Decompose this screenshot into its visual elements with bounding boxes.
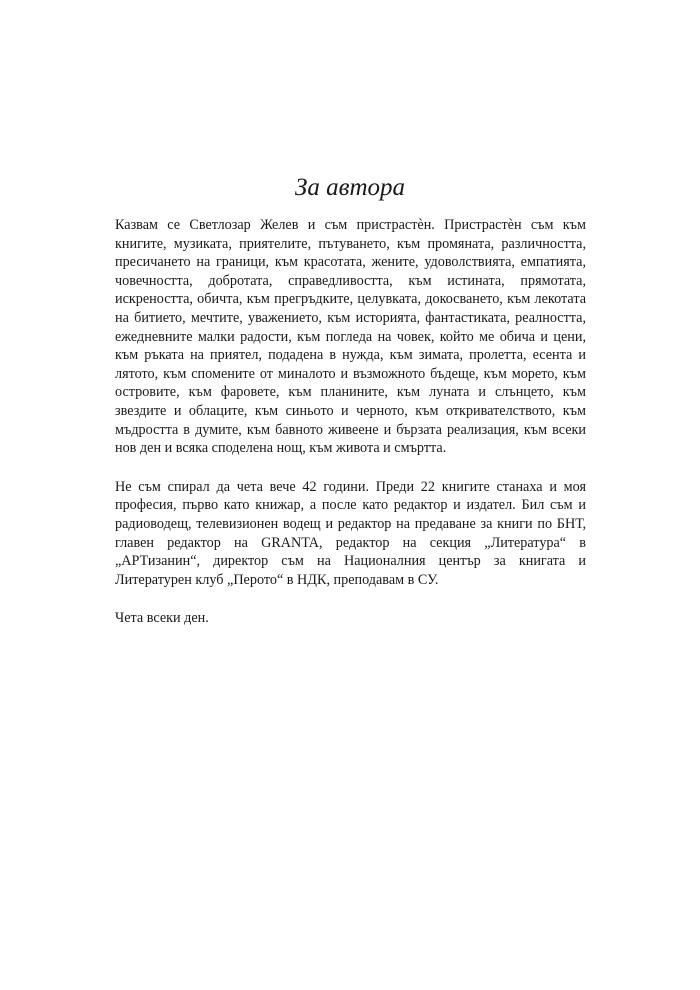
document-body [115,216,586,648]
paragraph-closing: Чета всеки ден. [115,610,209,627]
paragraph-intro: Казвам се Светлозар Желев и съм пристрастѐн. Пристрастѐн съм към книгите, музиката, приятелите, пътуването, към промяната, различността, пресичането на граници, към красотата, жените, удоволствията, емпатията, човечността, добротата, справедливостта, към истината, прямотата, искреността, обичта, към прегръдките, целувката, докосването, към лекотата на битието, мечтите, уважението, към историята, фантастиката, реалността, ежедневните малки радости, към погледа на човек, който ме обича и цени, към ръката на приятел, подадена в нужда, към зимата, пролетта, есента и лятото, към спомените от миналото и възможното бъдеще, към морето, към островите, към фаровете, към планините, към луната и слънцето, към звездите и облаците, към синьото и черното, към откривателството, към мъдростта в думите, към бавното живеене и бързата реализация, към всеки нов ден и всяка споделена нощ, към живота и смъртта. [115,217,586,457]
page-title: За автора [294,174,406,201]
paragraph-career: Не съм спирал да чета вече 42 години. Преди 22 книгите станаха и моя професия, първо като книжар, а после като редактор и издател. Бил съм и радиоводещ, телевизионен водещ и редактор на предаване за книги по БНТ, главен редактор на GRANTA, редактор на секция „Литература“ в „АРТизанин“, директор съм на Националния център за книгата и Литературен клуб „Перото“ в НДК, преподавам в СУ. [115,478,586,588]
